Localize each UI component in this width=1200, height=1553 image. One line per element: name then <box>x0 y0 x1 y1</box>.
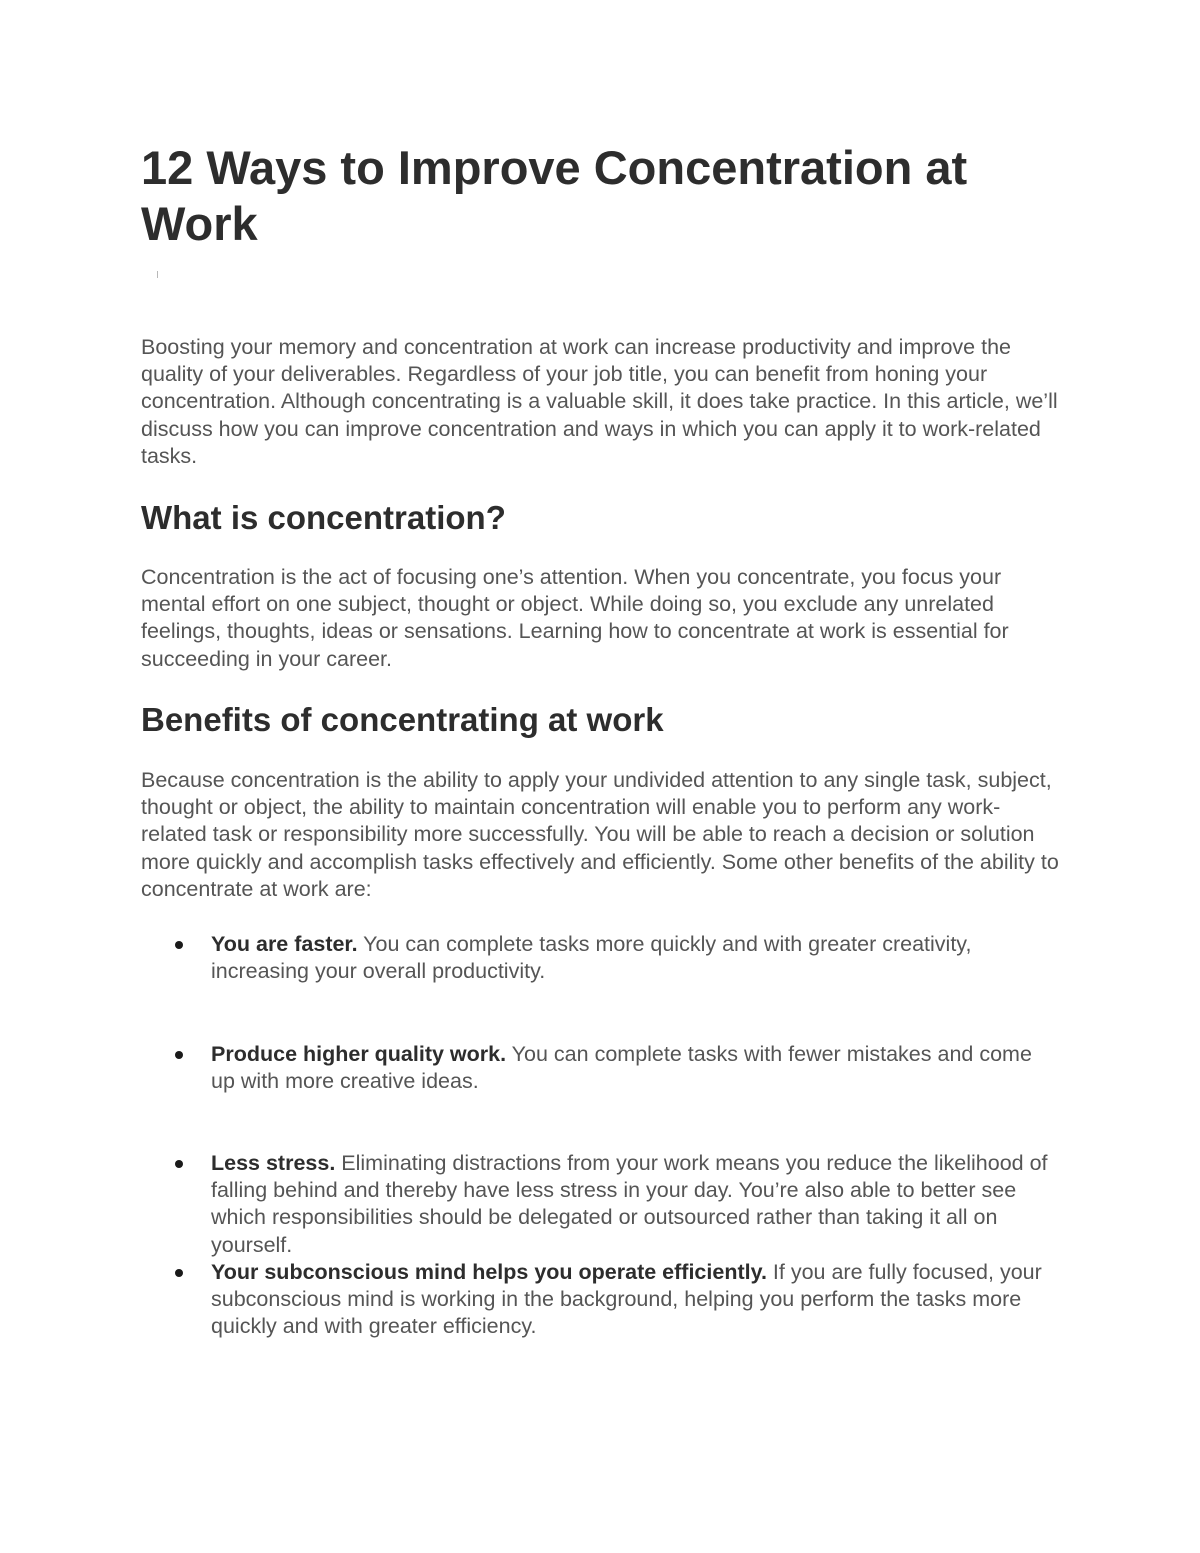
list-item-lead: Your subconscious mind helps you operate efficiently. <box>211 1260 767 1284</box>
intro-paragraph: Boosting your memory and concentration at work can increase productivity and improve the quality of your deliverables. Regardless of your job title, you can benefit from honing your concentration. Although concentrating is a valuable skill, it does take practice. In this article, we’ll discuss how you can improve concentration and ways in which you can apply it to work-related tasks. <box>141 335 1058 468</box>
article-title: 12 Ways to Improve Concentration at Work <box>141 141 968 250</box>
list-item-body: If you are fully focused, your subconscious mind is working in the background, helping you perform the tasks more quickly and with greater efficiency. <box>211 1260 1042 1339</box>
section-heading-what-is-concentration: What is concentration? <box>141 499 506 536</box>
bullet-icon <box>175 941 183 949</box>
list-item-lead: Less stress. <box>211 1151 336 1175</box>
bullet-icon <box>175 1160 183 1168</box>
section-body-benefits: Because concentration is the ability to apply your undivided attention to any single task, subject, thought or object, the ability to maintain concentration will enable you to perform any work-related task or responsibility more successfully. You will be able to reach a decision or solution more quickly and accomplish tasks effectively and efficiently. Some other benefits of the ability to concentrate at work are: <box>141 768 1059 901</box>
list-item-body: You can complete tasks more quickly and with greater creativity, increasing your overall productivity. <box>211 932 972 984</box>
list-item-text <box>211 1041 1059 1095</box>
list-item-lead: You are faster. <box>211 932 358 956</box>
list-item-text <box>211 1259 1059 1341</box>
list-item-body: You can complete tasks with fewer mistakes and come up with more creative ideas. <box>211 1042 1032 1094</box>
bullet-icon <box>175 1051 183 1059</box>
list-item-text <box>211 1150 1059 1259</box>
list-item-lead: Produce higher quality work. <box>211 1042 507 1066</box>
section-body-what-is-concentration: Concentration is the act of focusing one’s attention. When you concentrate, you focus your mental effort on one subject, thought or object. While doing so, you exclude any unrelated feelings, thoughts, ideas or sensations. Learning how to concentrate at work is essential for succeeding in your career. <box>141 565 1009 671</box>
list-item-body: Eliminating distractions from your work means you reduce the likelihood of falling behind and thereby have less stress in your day. You’re also able to better see which responsibilities should be delegated or outsourced rather than taking it all on yourself. <box>211 1151 1048 1257</box>
image-placeholder-mark <box>157 271 158 278</box>
bullet-icon <box>175 1269 183 1277</box>
list-item-text <box>211 931 1059 985</box>
section-heading-benefits: Benefits of concentrating at work <box>141 701 664 738</box>
